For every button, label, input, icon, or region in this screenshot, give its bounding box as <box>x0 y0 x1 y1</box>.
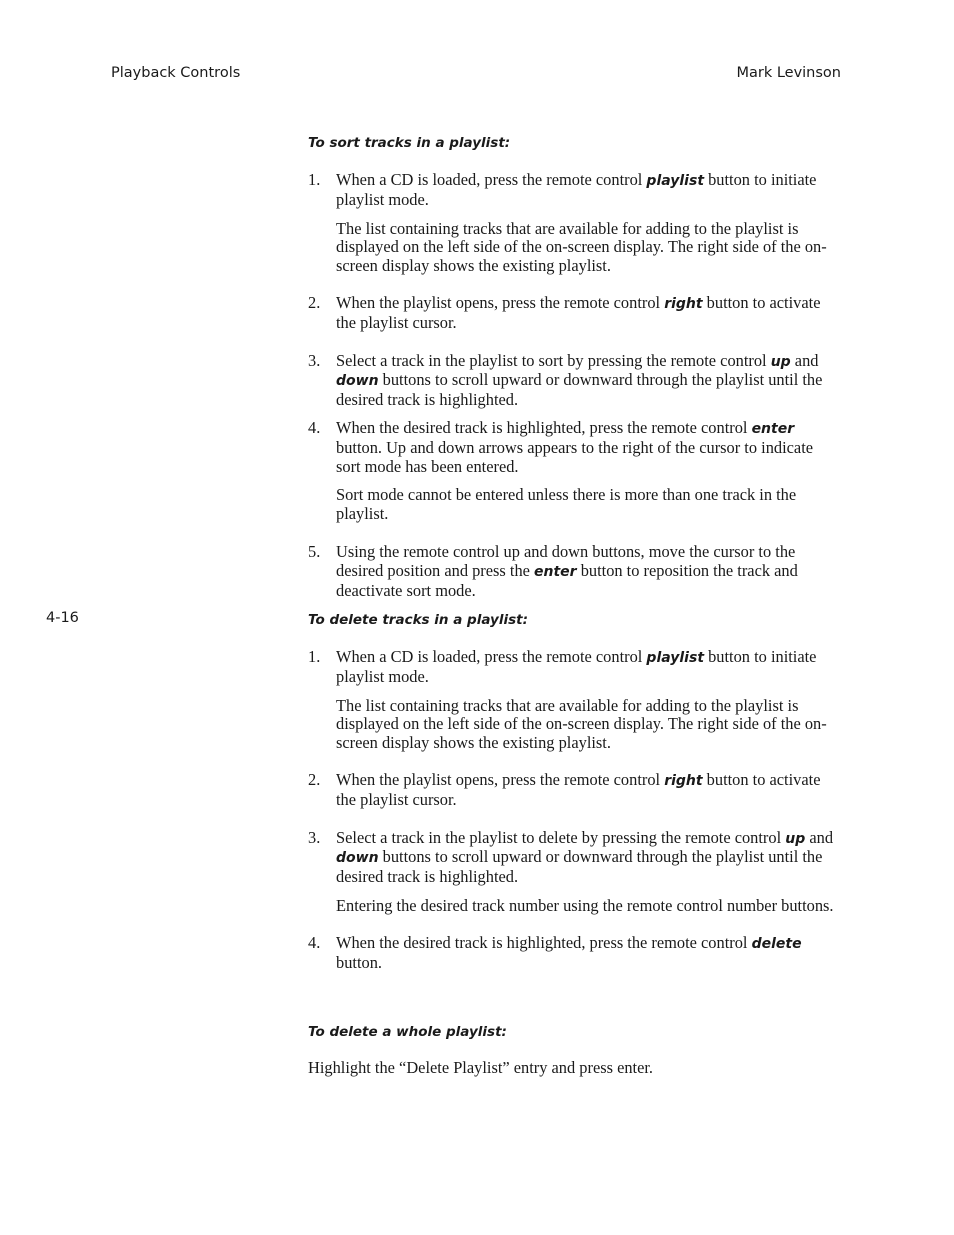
step-text: button. Up and down arrows appears to the right of the cursor to indicate sort mode has been entered. <box>336 437 814 476</box>
step-number: 5. <box>308 541 321 561</box>
step-text: Select a track in the playlist to delete by pressing the remote control <box>336 827 786 847</box>
step-number: 4. <box>308 417 321 437</box>
playlist-button-keyword: playlist <box>646 650 705 666</box>
step-number: 3. <box>308 827 321 847</box>
right-button-keyword: right <box>664 772 703 789</box>
enter-button-keyword: enter <box>751 420 795 437</box>
step-text: and <box>805 827 834 847</box>
page-number: 4-16 <box>46 610 79 626</box>
step-text: button to initiate playlist mode. <box>336 647 817 686</box>
delete-button-keyword: delete <box>751 935 802 952</box>
sort-tracks-heading: To sort tracks in a playlist: <box>308 135 511 151</box>
step-number: 2. <box>308 292 321 312</box>
step-text: button to activate the playlist cursor. <box>336 292 821 332</box>
running-header-section: Playback Controls <box>111 65 241 81</box>
delete-step-3 <box>308 829 840 887</box>
step-number: 3. <box>308 350 321 370</box>
step-text: button to reposition the track and deactivate sort mode. <box>336 560 798 600</box>
step-text: When the playlist opens, press the remote control <box>336 292 665 312</box>
sort-step-2 <box>308 294 840 333</box>
step-text: button to activate the playlist cursor. <box>336 769 821 809</box>
step-text: Using the remote control up and down buttons, move the cursor to the desired position and press the <box>336 541 796 580</box>
step-text: When a CD is loaded, press the remote control <box>336 647 647 666</box>
down-button-keyword: down <box>336 373 379 390</box>
up-button-keyword: up <box>785 830 806 847</box>
step-text: button to initiate playlist mode. <box>336 170 817 209</box>
delete-step-3-note: Entering the desired track number using the remote control number buttons. <box>336 895 834 915</box>
sort-step-3 <box>308 352 840 410</box>
step-text: When the desired track is highlighted, press the remote control <box>336 417 752 437</box>
delete-tracks-section <box>308 612 840 972</box>
sort-step-1 <box>308 171 840 210</box>
delete-step-4 <box>308 934 840 973</box>
step-text: buttons to scroll upward or downward through the playlist until the desired track is highlighted. <box>336 370 823 410</box>
running-header-brand: Mark Levinson <box>736 65 841 81</box>
delete-whole-playlist-text: Highlight the “Delete Playlist” entry and press enter. <box>308 1058 654 1077</box>
step-text: buttons to scroll upward or downward through the playlist until the desired track is highlighted. <box>336 847 823 887</box>
step-number: 4. <box>308 932 321 952</box>
sort-step-4 <box>308 419 840 476</box>
delete-whole-playlist-heading: To delete a whole playlist: <box>308 1024 507 1040</box>
step-text: Select a track in the playlist to sort by pressing the remote control <box>336 350 771 370</box>
delete-step-1-note: The list containing tracks that are available for adding to the playlist is displayed on the left side of the on-screen display. The right side of the on-screen display shows the existing playlist. <box>336 695 827 753</box>
right-button-keyword: right <box>664 295 703 312</box>
step-text: When a CD is loaded, press the remote control <box>336 170 647 189</box>
delete-whole-playlist-section <box>308 1024 840 1078</box>
delete-step-2 <box>308 771 840 810</box>
sort-tracks-section <box>308 135 840 600</box>
step-number: 1. <box>308 647 321 666</box>
sort-step-5 <box>308 543 840 600</box>
enter-button-keyword: enter <box>534 563 577 580</box>
sort-step-4-note: Sort mode cannot be entered unless there is more than one track in the playlist. <box>336 485 797 524</box>
sort-step-1-note: The list containing tracks that are available for adding to the playlist is displayed on the left side of the on-screen display. The right side of the on-screen display shows the existing playlist. <box>336 218 827 276</box>
down-button-keyword: down <box>336 850 379 867</box>
delete-tracks-heading: To delete tracks in a playlist: <box>308 612 528 628</box>
step-number: 1. <box>308 170 321 189</box>
delete-step-1 <box>308 648 840 687</box>
step-text: button. <box>336 952 382 972</box>
step-text: When the desired track is highlighted, press the remote control <box>336 932 752 952</box>
up-button-keyword: up <box>770 353 791 370</box>
step-text: and <box>790 350 819 370</box>
step-number: 2. <box>308 769 321 789</box>
step-text: When the playlist opens, press the remote control <box>336 769 665 789</box>
playlist-button-keyword: playlist <box>646 173 705 189</box>
